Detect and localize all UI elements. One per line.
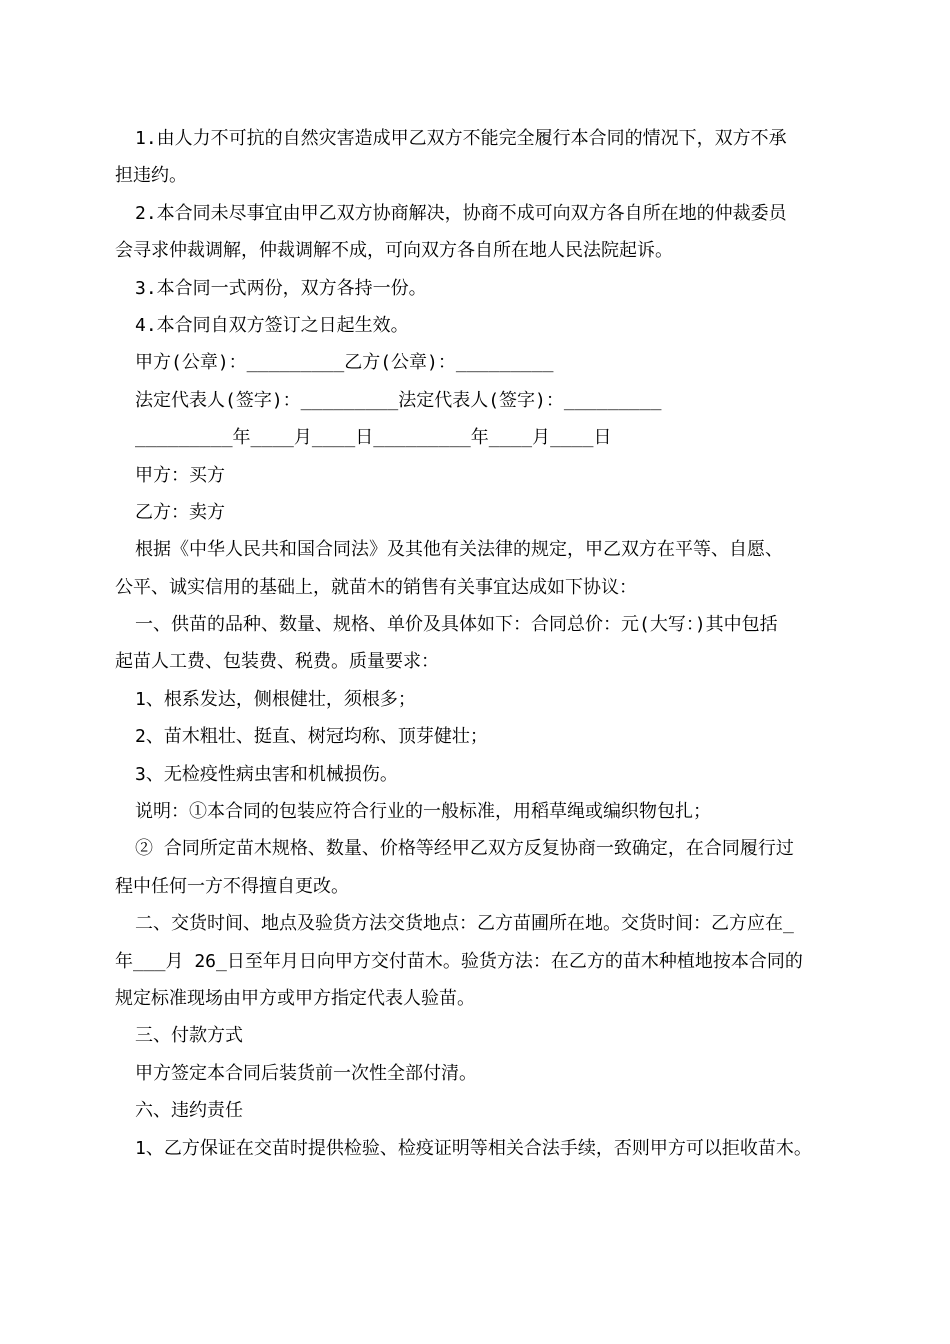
text-line: 程中任何一方不得擅自更改。 [115,875,349,897]
text-line: 甲方(公章)：_________乙方(公章)：_________ [135,352,554,374]
text-line: 年___月 26_日至年月日向甲方交付苗木。验货方法：在乙方的苗木种植地按本合同的 [115,950,803,972]
text-line: 2.本合同未尽事宜由甲乙双方协商解决，协商不成可向双方各自所在地的仲裁委员 [135,202,787,224]
text-line: 起苗人工费、包装费、税费。质量要求： [115,651,439,673]
text-line: 公平、诚实信用的基础上，就苗木的销售有关事宜达成如下协议： [115,576,637,598]
text-line: 根据《中华人民共和国合同法》及其他有关法律的规定，甲乙双方在平等、自愿、 [135,539,783,561]
text-line: 2、苗木粗壮、挺直、树冠均称、顶芽健壮； [135,726,488,748]
text-line: 六、违约责任 [135,1100,243,1122]
text-line: 1、乙方保证在交苗时提供检验、检疫证明等相关合法手续，否则甲方可以拒收苗木。 [135,1137,812,1159]
text-line: ② 合同所定苗木规格、数量、价格等经甲乙双方反复协商一致确定，在合同履行过 [135,838,794,860]
text-line: 1.由人力不可抗的自然灾害造成甲乙双方不能完全履行本合同的情况下，双方不承 [135,128,787,149]
text-line: 担违约。 [115,165,187,187]
text-line: 乙方：卖方 [135,501,225,523]
text-line: _________年____月____日_________年____月____日 [135,427,612,449]
text-line: 三、付款方式 [135,1025,243,1047]
text-line: 甲方签定本合同后装货前一次性全部付清。 [135,1062,477,1084]
contract-body [115,120,837,1167]
text-line: 3、无检疫性病虫害和机械损伤。 [135,763,398,785]
text-line: 3.本合同一式两份，双方各持一份。 [135,277,427,299]
text-line: 二、交货时间、地点及验货方法交货地点：乙方苗圃所在地。交货时间：乙方应在_ [135,913,794,935]
text-line: 法定代表人(签字)：_________法定代表人(签字)：_________ [135,389,662,411]
text-line: 会寻求仲裁调解，仲裁调解不成，可向双方各自所在地人民法院起诉。 [115,240,673,262]
text-line: 4.本合同自双方签订之日起生效。 [135,314,409,336]
text-line: 1、根系发达，侧根健壮，须根多； [135,688,416,710]
text-line: 一、供苗的品种、数量、规格、单价及具体如下：合同总价：元(大写：)其中包括 [135,614,778,636]
text-line: 规定标准现场由甲方或甲方指定代表人验苗。 [115,987,475,1009]
text-line: 说明：①本合同的包装应符合行业的一般标准，用稻草绳或编织物包扎； [135,801,711,823]
text-line: 甲方：买方 [135,464,225,486]
